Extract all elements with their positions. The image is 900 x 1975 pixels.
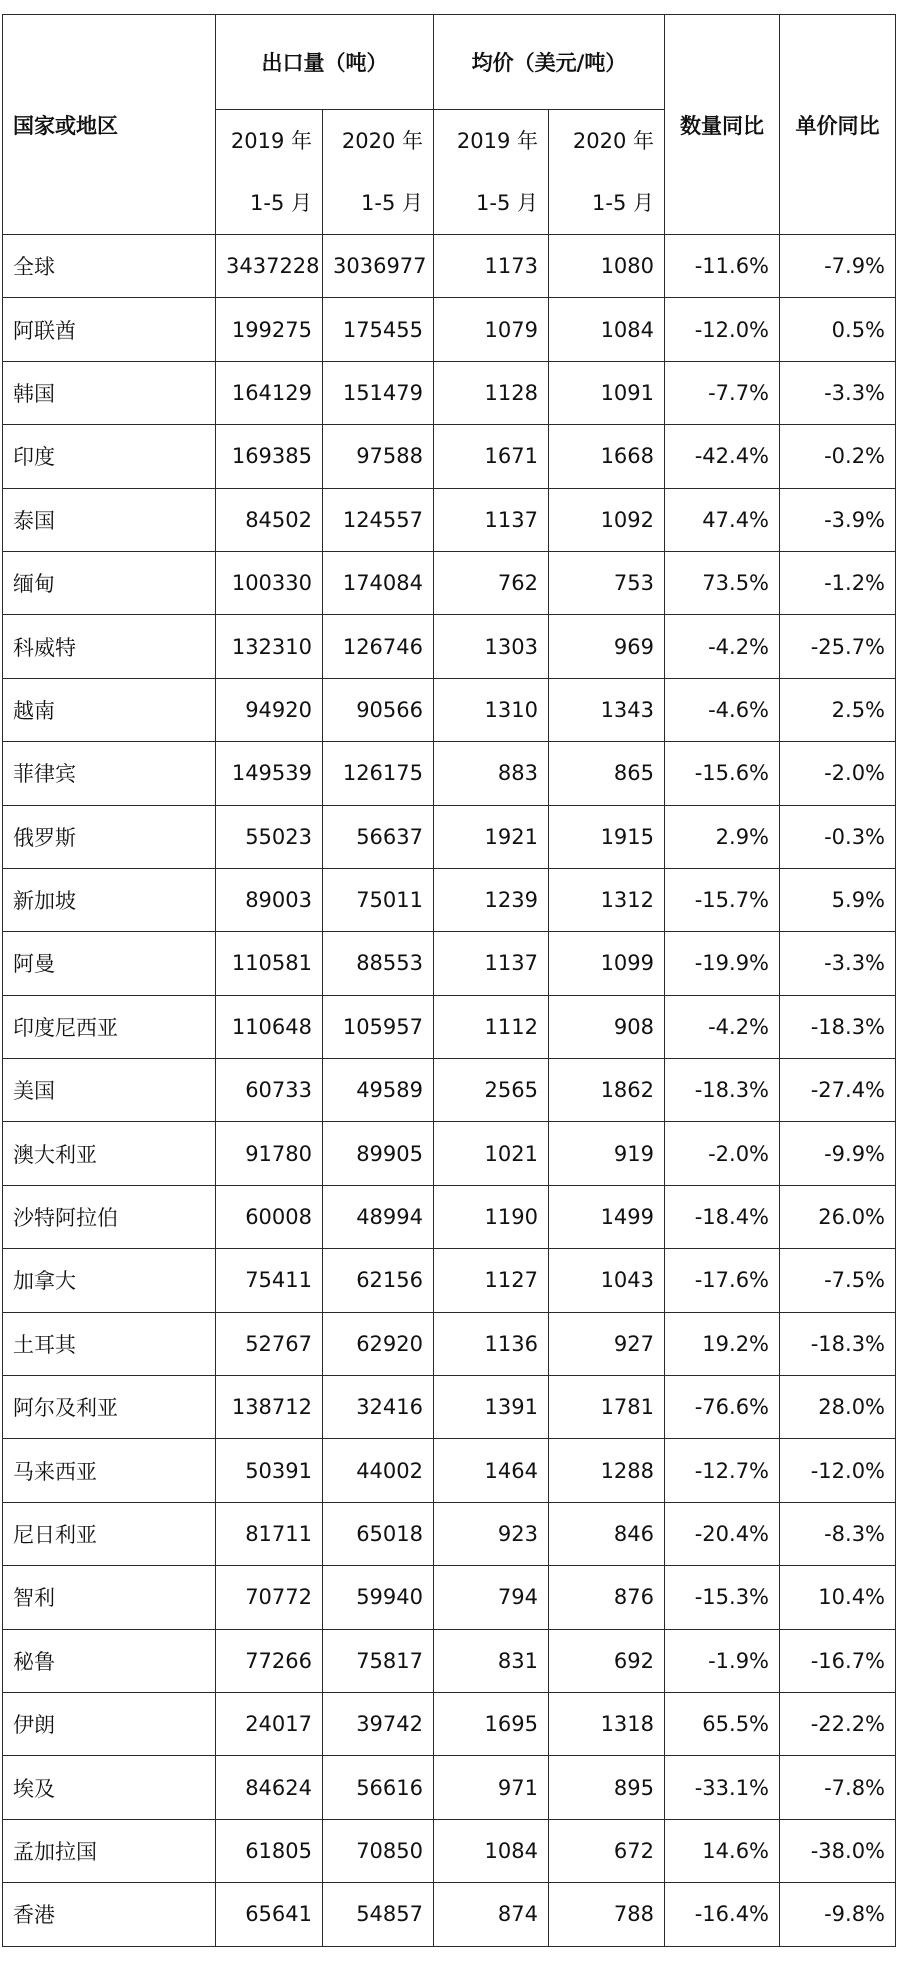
cell-price-2019: 971 [434, 1756, 549, 1819]
cell-volume-2020: 48994 [323, 1185, 434, 1248]
cell-country: 沙特阿拉伯 [3, 1185, 216, 1248]
header-volume-2020 [323, 110, 434, 235]
table-row [3, 1439, 896, 1502]
cell-volume-2020: 126175 [323, 742, 434, 805]
table-row [3, 551, 896, 614]
cell-country: 韩国 [3, 361, 216, 424]
cell-volume-2020: 32416 [323, 1376, 434, 1439]
table-row [3, 868, 896, 931]
cell-volume-2019: 50391 [216, 1439, 323, 1502]
cell-price-yoy: -1.2% [780, 551, 896, 614]
cell-price-2019: 1112 [434, 995, 549, 1058]
cell-volume-yoy: -42.4% [665, 425, 780, 488]
cell-price-2020: 1318 [549, 1692, 665, 1755]
cell-price-2019: 1079 [434, 298, 549, 361]
cell-price-2019: 1671 [434, 425, 549, 488]
header-export-volume: 出口量（吨） [216, 15, 434, 110]
table-row [3, 1122, 896, 1185]
header-price-2020 [549, 110, 665, 235]
cell-price-yoy: -9.9% [780, 1122, 896, 1185]
cell-volume-yoy: -4.2% [665, 995, 780, 1058]
cell-price-yoy: 0.5% [780, 298, 896, 361]
cell-volume-2020: 3036977 [323, 235, 434, 298]
cell-price-2020: 1288 [549, 1439, 665, 1502]
table-row [3, 1059, 896, 1122]
cell-volume-2019: 24017 [216, 1692, 323, 1755]
cell-country: 澳大利亚 [3, 1122, 216, 1185]
cell-price-yoy: 10.4% [780, 1566, 896, 1629]
header-period-label: 1-5 月 [476, 191, 538, 215]
cell-price-2019: 1303 [434, 615, 549, 678]
cell-price-2019: 1190 [434, 1185, 549, 1248]
cell-price-2020: 969 [549, 615, 665, 678]
cell-price-yoy: -0.3% [780, 805, 896, 868]
cell-volume-2020: 151479 [323, 361, 434, 424]
cell-price-2020: 876 [549, 1566, 665, 1629]
cell-price-2020: 1781 [549, 1376, 665, 1439]
table-row [3, 1756, 896, 1819]
cell-volume-2020: 70850 [323, 1819, 434, 1882]
cell-price-2020: 672 [549, 1819, 665, 1882]
cell-price-2019: 874 [434, 1883, 549, 1946]
table-row [3, 678, 896, 741]
table-row [3, 1249, 896, 1312]
cell-price-yoy: -7.9% [780, 235, 896, 298]
cell-volume-2020: 62920 [323, 1312, 434, 1375]
cell-volume-2019: 75411 [216, 1249, 323, 1312]
cell-price-2020: 1080 [549, 235, 665, 298]
cell-volume-2019: 60733 [216, 1059, 323, 1122]
cell-price-2019: 1137 [434, 488, 549, 551]
cell-price-2020: 1915 [549, 805, 665, 868]
cell-country: 菲律宾 [3, 742, 216, 805]
cell-volume-yoy: -18.3% [665, 1059, 780, 1122]
table-row [3, 235, 896, 298]
header-row-top [3, 15, 896, 110]
cell-country: 越南 [3, 678, 216, 741]
cell-volume-yoy: 14.6% [665, 1819, 780, 1882]
cell-country: 阿尔及利亚 [3, 1376, 216, 1439]
header-period-label: 1-5 月 [361, 191, 423, 215]
cell-volume-yoy: -12.7% [665, 1439, 780, 1502]
table-row [3, 932, 896, 995]
cell-volume-2019: 60008 [216, 1185, 323, 1248]
table-row [3, 1566, 896, 1629]
cell-country: 新加坡 [3, 868, 216, 931]
cell-price-2020: 692 [549, 1629, 665, 1692]
cell-volume-yoy: -1.9% [665, 1629, 780, 1692]
cell-price-yoy: -7.5% [780, 1249, 896, 1312]
cell-price-yoy: -0.2% [780, 425, 896, 488]
cell-price-2020: 927 [549, 1312, 665, 1375]
cell-country: 科威特 [3, 615, 216, 678]
cell-price-2019: 1464 [434, 1439, 549, 1502]
cell-country: 印度 [3, 425, 216, 488]
cell-price-yoy: -9.8% [780, 1883, 896, 1946]
cell-volume-2019: 199275 [216, 298, 323, 361]
cell-volume-2019: 84502 [216, 488, 323, 551]
cell-price-yoy: -16.7% [780, 1629, 896, 1692]
cell-price-2020: 1668 [549, 425, 665, 488]
cell-country: 印度尼西亚 [3, 995, 216, 1058]
cell-volume-yoy: 65.5% [665, 1692, 780, 1755]
cell-price-yoy: -18.3% [780, 1312, 896, 1375]
header-avg-price: 均价（美元/吨） [434, 15, 665, 110]
cell-volume-2019: 100330 [216, 551, 323, 614]
cell-volume-yoy: 19.2% [665, 1312, 780, 1375]
cell-volume-yoy: -15.6% [665, 742, 780, 805]
cell-volume-yoy: 73.5% [665, 551, 780, 614]
header-volume-2019 [216, 110, 323, 235]
cell-volume-yoy: -76.6% [665, 1376, 780, 1439]
cell-volume-yoy: -33.1% [665, 1756, 780, 1819]
cell-country: 加拿大 [3, 1249, 216, 1312]
cell-volume-2019: 110648 [216, 995, 323, 1058]
cell-price-yoy: -18.3% [780, 995, 896, 1058]
cell-volume-yoy: -7.7% [665, 361, 780, 424]
header-volume-yoy: 数量同比 [665, 15, 780, 235]
cell-volume-yoy: -4.6% [665, 678, 780, 741]
cell-volume-yoy: -20.4% [665, 1502, 780, 1565]
cell-volume-2019: 77266 [216, 1629, 323, 1692]
cell-country: 美国 [3, 1059, 216, 1122]
cell-price-yoy: -25.7% [780, 615, 896, 678]
cell-country: 泰国 [3, 488, 216, 551]
cell-volume-2019: 149539 [216, 742, 323, 805]
cell-price-2019: 1136 [434, 1312, 549, 1375]
cell-country: 孟加拉国 [3, 1819, 216, 1882]
cell-price-2019: 2565 [434, 1059, 549, 1122]
cell-volume-2019: 65641 [216, 1883, 323, 1946]
header-year-label: 2020 年 [341, 129, 423, 153]
table-row [3, 1883, 896, 1946]
cell-price-2020: 1499 [549, 1185, 665, 1248]
cell-price-2019: 762 [434, 551, 549, 614]
header-period-label: 1-5 月 [250, 191, 312, 215]
cell-volume-yoy: -15.7% [665, 868, 780, 931]
cell-price-2020: 865 [549, 742, 665, 805]
cell-price-2019: 1128 [434, 361, 549, 424]
cell-price-2020: 1312 [549, 868, 665, 931]
cell-price-2019: 1173 [434, 235, 549, 298]
cell-volume-2019: 132310 [216, 615, 323, 678]
header-price-yoy: 单价同比 [780, 15, 896, 235]
cell-volume-2019: 164129 [216, 361, 323, 424]
cell-volume-yoy: -15.3% [665, 1566, 780, 1629]
cell-price-2019: 794 [434, 1566, 549, 1629]
cell-price-2019: 923 [434, 1502, 549, 1565]
table-row [3, 1629, 896, 1692]
table-row [3, 1312, 896, 1375]
cell-price-2019: 1084 [434, 1819, 549, 1882]
cell-volume-2020: 59940 [323, 1566, 434, 1629]
cell-volume-2020: 56637 [323, 805, 434, 868]
header-period-label: 1-5 月 [592, 191, 655, 215]
cell-volume-yoy: -17.6% [665, 1249, 780, 1312]
cell-volume-2019: 84624 [216, 1756, 323, 1819]
cell-price-2020: 1343 [549, 678, 665, 741]
cell-volume-2020: 88553 [323, 932, 434, 995]
cell-country: 土耳其 [3, 1312, 216, 1375]
cell-price-2020: 1043 [549, 1249, 665, 1312]
cell-volume-2020: 56616 [323, 1756, 434, 1819]
cell-country: 俄罗斯 [3, 805, 216, 868]
cell-volume-2020: 75011 [323, 868, 434, 931]
cell-price-2019: 831 [434, 1629, 549, 1692]
cell-price-2019: 1021 [434, 1122, 549, 1185]
cell-price-2019: 1239 [434, 868, 549, 931]
table-row [3, 361, 896, 424]
table-row [3, 1376, 896, 1439]
cell-volume-2019: 169385 [216, 425, 323, 488]
cell-volume-2020: 124557 [323, 488, 434, 551]
cell-price-2020: 1091 [549, 361, 665, 424]
cell-country: 香港 [3, 1883, 216, 1946]
cell-volume-yoy: -11.6% [665, 235, 780, 298]
cell-price-yoy: 5.9% [780, 868, 896, 931]
cell-price-2020: 788 [549, 1883, 665, 1946]
cell-volume-2020: 90566 [323, 678, 434, 741]
cell-price-2020: 919 [549, 1122, 665, 1185]
table-row [3, 1692, 896, 1755]
cell-volume-2019: 138712 [216, 1376, 323, 1439]
cell-country: 伊朗 [3, 1692, 216, 1755]
cell-volume-2020: 49589 [323, 1059, 434, 1122]
data-table [2, 14, 896, 1947]
cell-price-2020: 753 [549, 551, 665, 614]
cell-volume-yoy: -18.4% [665, 1185, 780, 1248]
cell-price-2019: 1127 [434, 1249, 549, 1312]
table-row [3, 488, 896, 551]
cell-volume-yoy: -2.0% [665, 1122, 780, 1185]
cell-volume-yoy: -12.0% [665, 298, 780, 361]
table-row [3, 742, 896, 805]
cell-price-2020: 1084 [549, 298, 665, 361]
cell-price-2019: 1695 [434, 1692, 549, 1755]
table-row [3, 805, 896, 868]
cell-volume-2020: 39742 [323, 1692, 434, 1755]
cell-price-yoy: -3.9% [780, 488, 896, 551]
cell-volume-2019: 110581 [216, 932, 323, 995]
cell-price-yoy: -22.2% [780, 1692, 896, 1755]
cell-volume-yoy: -16.4% [665, 1883, 780, 1946]
table-row [3, 425, 896, 488]
table-row [3, 1819, 896, 1882]
cell-price-yoy: 26.0% [780, 1185, 896, 1248]
header-price-2019 [434, 110, 549, 235]
cell-country: 埃及 [3, 1756, 216, 1819]
cell-price-yoy: -3.3% [780, 932, 896, 995]
table-row [3, 298, 896, 361]
cell-price-yoy: -38.0% [780, 1819, 896, 1882]
cell-volume-yoy: 2.9% [665, 805, 780, 868]
cell-price-yoy: 2.5% [780, 678, 896, 741]
cell-price-2020: 1092 [549, 488, 665, 551]
cell-volume-2019: 55023 [216, 805, 323, 868]
cell-volume-2020: 97588 [323, 425, 434, 488]
table-row [3, 615, 896, 678]
cell-price-2019: 1921 [434, 805, 549, 868]
cell-volume-2019: 70772 [216, 1566, 323, 1629]
cell-price-2020: 1862 [549, 1059, 665, 1122]
cell-country: 缅甸 [3, 551, 216, 614]
cell-volume-2020: 105957 [323, 995, 434, 1058]
cell-country: 阿曼 [3, 932, 216, 995]
cell-country: 全球 [3, 235, 216, 298]
cell-price-2020: 1099 [549, 932, 665, 995]
table-row [3, 1502, 896, 1565]
cell-country: 马来西亚 [3, 1439, 216, 1502]
cell-volume-2019: 91780 [216, 1122, 323, 1185]
cell-volume-2020: 65018 [323, 1502, 434, 1565]
cell-volume-2019: 52767 [216, 1312, 323, 1375]
cell-price-yoy: 28.0% [780, 1376, 896, 1439]
table-row [3, 995, 896, 1058]
cell-volume-2019: 61805 [216, 1819, 323, 1882]
cell-volume-2020: 175455 [323, 298, 434, 361]
cell-volume-2020: 126746 [323, 615, 434, 678]
cell-volume-yoy: 47.4% [665, 488, 780, 551]
cell-country: 秘鲁 [3, 1629, 216, 1692]
cell-price-2020: 846 [549, 1502, 665, 1565]
table-row [3, 1185, 896, 1248]
header-year-label: 2019 年 [230, 129, 312, 153]
cell-price-2019: 1391 [434, 1376, 549, 1439]
cell-volume-2020: 174084 [323, 551, 434, 614]
cell-price-2019: 1310 [434, 678, 549, 741]
cell-country: 阿联酋 [3, 298, 216, 361]
cell-price-yoy: -8.3% [780, 1502, 896, 1565]
cell-volume-2020: 62156 [323, 1249, 434, 1312]
cell-volume-2020: 54857 [323, 1883, 434, 1946]
cell-volume-2020: 75817 [323, 1629, 434, 1692]
header-year-label: 2019 年 [456, 129, 538, 153]
cell-price-yoy: -2.0% [780, 742, 896, 805]
header-year-label: 2020 年 [572, 129, 655, 153]
cell-price-yoy: -12.0% [780, 1439, 896, 1502]
cell-volume-2019: 89003 [216, 868, 323, 931]
cell-volume-2020: 44002 [323, 1439, 434, 1502]
cell-volume-2019: 94920 [216, 678, 323, 741]
cell-volume-2019: 3437228 [216, 235, 323, 298]
cell-volume-yoy: -19.9% [665, 932, 780, 995]
cell-price-2020: 908 [549, 995, 665, 1058]
cell-volume-2020: 89905 [323, 1122, 434, 1185]
cell-price-yoy: -27.4% [780, 1059, 896, 1122]
cell-price-yoy: -3.3% [780, 361, 896, 424]
cell-country: 尼日利亚 [3, 1502, 216, 1565]
cell-price-2019: 883 [434, 742, 549, 805]
cell-price-2019: 1137 [434, 932, 549, 995]
header-country: 国家或地区 [3, 15, 216, 235]
cell-volume-2019: 81711 [216, 1502, 323, 1565]
cell-volume-yoy: -4.2% [665, 615, 780, 678]
cell-country: 智利 [3, 1566, 216, 1629]
cell-price-2020: 895 [549, 1756, 665, 1819]
cell-price-yoy: -7.8% [780, 1756, 896, 1819]
